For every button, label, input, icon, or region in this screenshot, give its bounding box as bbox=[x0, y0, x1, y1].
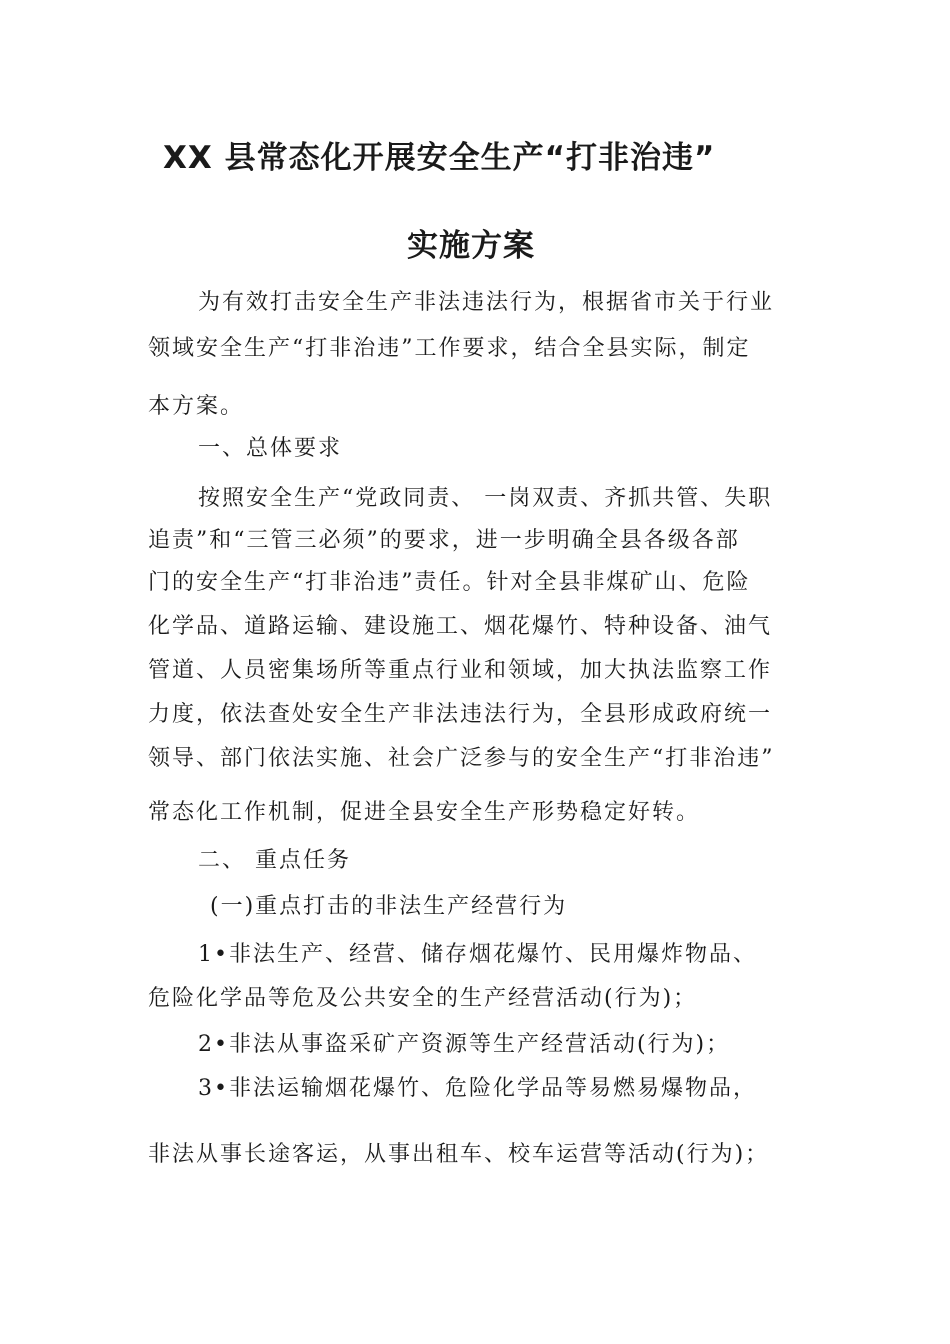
intro-line-3: 本方案。 bbox=[148, 394, 245, 419]
item-2-line-1: 2•非法从事盗采矿产资源等生产经营活动(行为)； bbox=[198, 1032, 731, 1057]
section-1-body-line-2: 追责”和“三管三必须”的要求，进一步明确全县各级各部 bbox=[148, 528, 740, 553]
item-1-line-1: 1•非法生产、经营、储存烟花爆竹、民用爆炸物品、 bbox=[198, 942, 757, 967]
intro-line-1: 为有效打击安全生产非法违法行为，根据省市关于行业 bbox=[198, 290, 775, 315]
section-1-heading: 一、总体要求 bbox=[198, 436, 343, 461]
section-1-body-line-3: 门的安全生产“打非治违”责任。针对全县非煤矿山、危险 bbox=[148, 570, 751, 595]
section-1-body-line-7: 领导、部门依法实施、社会广泛参与的安全生产“打非治违” bbox=[148, 746, 775, 771]
item-1-line-2: 危险化学品等危及公共安全的生产经营活动(行为)； bbox=[148, 986, 698, 1011]
item-3-line-2: 非法从事长途客运，从事出租车、校车运营等活动(行为)； bbox=[148, 1142, 770, 1167]
item-3-line-1: 3•非法运输烟花爆竹、危险化学品等易燃易爆物品， bbox=[198, 1076, 757, 1101]
section-2-heading: 二、 重点任务 bbox=[198, 848, 351, 873]
subsection-1-heading: (一)重点打击的非法生产经营行为 bbox=[210, 894, 568, 919]
intro-line-2: 领域安全生产“打非治违”工作要求，结合全县实际，制定 bbox=[148, 336, 751, 361]
section-1-body-line-8: 常态化工作机制，促进全县安全生产形势稳定好转。 bbox=[148, 800, 701, 825]
document-title-line-2: 实施方案 bbox=[407, 228, 535, 264]
section-1-body-line-1: 按照安全生产“党政同责、 一岗双责、齐抓共管、失职 bbox=[198, 486, 773, 511]
document-title-line-1: XX 县常态化开展安全生产“打非治违” bbox=[163, 140, 716, 176]
section-1-body-line-4: 化学品、道路运输、建设施工、烟花爆竹、特种设备、油气 bbox=[148, 614, 773, 639]
section-1-body-line-6: 力度，依法查处安全生产非法违法行为，全县形成政府统一 bbox=[148, 702, 773, 727]
section-1-body-line-5: 管道、人员密集场所等重点行业和领域，加大执法监察工作 bbox=[148, 658, 773, 683]
